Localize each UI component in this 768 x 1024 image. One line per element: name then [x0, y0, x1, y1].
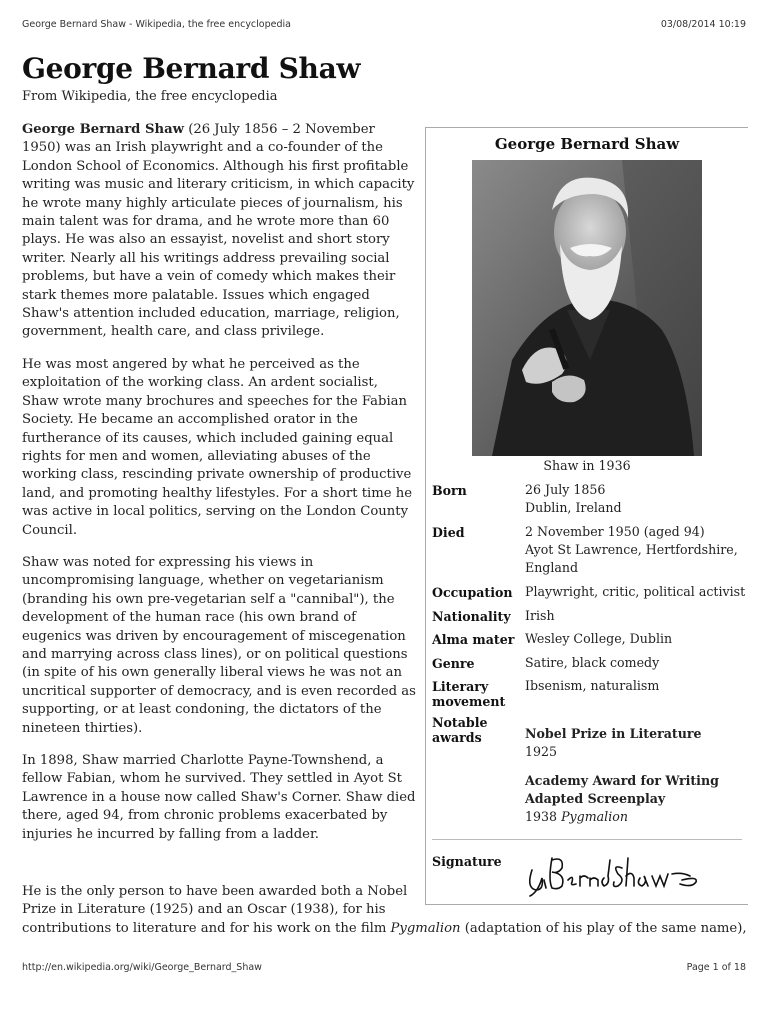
signature-label: Signature [432, 854, 502, 869]
film-link-pygmalion[interactable]: Pygmalion [390, 920, 461, 936]
award-academy-film[interactable]: Pygmalion [561, 809, 628, 824]
occupation-value: Playwright, critic, political activist [525, 584, 746, 599]
alma-mater-label: Alma mater [432, 632, 515, 647]
print-footer-page: Page 1 of 18 [686, 962, 746, 973]
award-academy-line1[interactable]: Academy Award for Writing [525, 773, 719, 788]
paragraph-5-part-c: (adaptation of his play of the same name), [460, 920, 747, 936]
born-label: Born [432, 483, 467, 498]
paragraph-2: He was most angered by what he perceived as the exploitation of the working class. An ardent socialist, Shaw wrote many brochures and speeches for the Fabian Society. He became an accomplished orator in the furtherance of its causes, which included gaining equal rights for men and women, alleviating abuses of the working class, rescinding private ownership of productive land, and promoting healthy lifestyles. For a short time he was active in local politics, serving on the London County Council. [22, 356, 413, 538]
awards-label-line1: Notable [432, 715, 488, 730]
died-label: Died [432, 525, 465, 540]
alma-mater-value[interactable]: Wesley College, Dublin [525, 631, 673, 646]
infobox [425, 127, 748, 905]
awards-label-line2: awards [432, 730, 482, 745]
infobox-divider [432, 839, 742, 840]
notable-awards-label [432, 715, 488, 745]
article-body [22, 121, 416, 844]
signature-image [522, 850, 702, 900]
born-place[interactable]: Dublin, Ireland [525, 500, 622, 515]
notable-awards-value [525, 725, 747, 826]
born-value [525, 481, 747, 517]
paragraph-3: Shaw was noted for expressing his views in uncompromising language, whether on vegetarianism (branding his own pre-vegetarian self a "cannibal"), the development of the human race (his own brand of eugenics was driven by encouragement of miscegenation and marrying across class lines), or on political questions (in spite of his own generally liberal views he was not an uncritical supporter of democracy, and is even recorded as supporting, or at least condoning, the dictators of the nineteen thirties). [22, 554, 416, 736]
intro-text: (26 July 1856 – 2 November 1950) was an Irish playwright and a co-founder of the London School of Economics. Although his first profitable writing was music and literary criticism, in which capacity he wrote many highly articulate pieces of journalism, his main talent was for drama, and he wrote more than 60 plays. He was also an essayist, novelist and short story writer. Nearly all his writings address prevailing social problems, but have a vein of comedy which makes their stark themes more palatable. Issues which engaged Shaw's attention included education, marriage, religion, government, health care, and class privilege. [22, 122, 415, 340]
nationality-label: Nationality [432, 609, 511, 624]
intro-bold-name: George Bernard Shaw [22, 122, 184, 137]
portrait-caption: Shaw in 1936 [543, 458, 631, 473]
died-place-line1[interactable]: Ayot St Lawrence, Hertfordshire, [525, 542, 738, 557]
award-nobel-year: 1925 [525, 744, 558, 759]
intro-paragraph [22, 121, 416, 342]
infobox-title: George Bernard Shaw [494, 135, 680, 153]
award-academy-line2[interactable]: Adapted Screenplay [525, 791, 666, 806]
occupation-label: Occupation [432, 585, 513, 600]
literary-movement-label [432, 679, 505, 709]
literary-label-line1: Literary [432, 679, 489, 694]
print-header-title: George Bernard Shaw - Wikipedia, the free encyclopedia [22, 19, 291, 30]
portrait-photo [472, 160, 702, 456]
literary-label-line2: movement [432, 694, 506, 709]
award-nobel[interactable]: Nobel Prize in Literature [525, 726, 702, 741]
award-academy-detail [525, 808, 747, 826]
nationality-value: Irish [525, 608, 555, 623]
genre-value: Satire, black comedy [525, 655, 660, 670]
page-title: George Bernard Shaw [22, 52, 361, 85]
died-place-line2[interactable]: England [525, 560, 579, 575]
print-header-datetime: 03/08/2014 10:19 [660, 19, 746, 30]
page-subtitle: From Wikipedia, the free encyclopedia [22, 89, 278, 104]
paragraph-4: In 1898, Shaw married Charlotte Payne-Townshend, a fellow Fabian, whom he survived. They settled in Ayot St Lawrence in a house now called Shaw's Corner. Shaw died there, aged 94, from chronic problems exacerbated by injuries he incurred by falling from a ladder. [22, 753, 416, 842]
genre-label: Genre [432, 656, 475, 671]
portrait-illustration [472, 160, 702, 456]
born-date: 26 July 1856 [525, 482, 606, 497]
paragraph-5-part-a: He is the only person to have been awarded both a Nobel Prize in Literature (1925) and an Oscar (1938), for his [22, 884, 408, 918]
died-date: 2 November 1950 (aged 94) [525, 524, 705, 539]
literary-movement-value: Ibsenism, naturalism [525, 678, 660, 693]
died-value [525, 523, 747, 577]
print-footer-url: http://en.wikipedia.org/wiki/George_Bernard_Shaw [22, 962, 262, 973]
paragraph-5-part-b: contributions to literature and for his work on the film [22, 920, 391, 936]
award-academy-year: 1938 [525, 809, 558, 824]
